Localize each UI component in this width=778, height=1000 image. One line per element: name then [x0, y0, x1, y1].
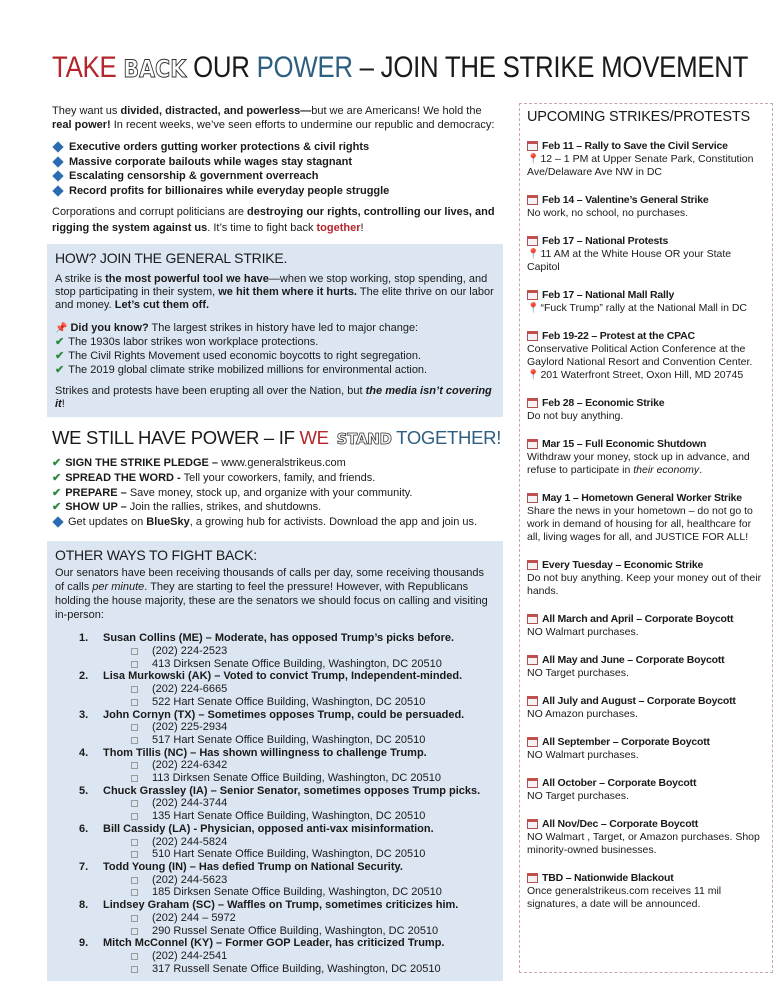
checkbox-icon[interactable] [131, 724, 138, 731]
event-detail [527, 343, 765, 369]
senator-phone-row [127, 797, 495, 810]
event-item [527, 613, 765, 639]
checkbox-icon[interactable] [131, 775, 138, 782]
event-item [527, 438, 765, 477]
checkmark-icon: ✔ [52, 457, 62, 470]
power-action-list [47, 456, 503, 529]
intro-bullet [52, 140, 503, 155]
senator-phone: (202) 224-6342 [152, 759, 228, 772]
event-title-row [527, 613, 765, 626]
senator-address-row [127, 925, 495, 938]
senator-address: 113 Dirksen Senate Office Building, Washington, DC 20510 [152, 772, 442, 785]
power-heading [47, 427, 503, 450]
senator-name: Thom Tillis (NC) – Has shown willingness to challenge Trump. [103, 746, 427, 759]
calendar-icon [527, 737, 538, 747]
text-segment: NO Walmart purchases. [527, 626, 639, 638]
calendar-icon [527, 778, 538, 788]
event-item [527, 818, 765, 857]
senator-item [55, 632, 495, 670]
senator-address-row [127, 658, 495, 671]
checkbox-icon[interactable] [131, 851, 138, 858]
event-title: May 1 – Hometown General Worker Strike [542, 492, 742, 504]
senator-phone-row [127, 721, 495, 734]
power-action-item [52, 456, 503, 471]
event-title: TBD – Nationwide Blackout [542, 872, 674, 884]
text-segment: . They are starting to feel the pressure! However, with Republicans holding the house majority, these are the senators we should focus on calling and visiting in-person: [55, 581, 488, 622]
senator-item [55, 823, 495, 861]
event-item [527, 872, 765, 911]
checkbox-icon[interactable] [131, 800, 138, 807]
other-ways-section [47, 541, 503, 981]
bullet-text: Escalating censorship & government overreach [69, 170, 319, 183]
power-action-text [65, 487, 412, 499]
text-segment: NO Walmart purchases. [527, 749, 639, 761]
power-heading-stand: STAND [336, 430, 392, 449]
location-pin-icon: 📍 [527, 154, 540, 165]
text-segment: Do not buy anything. [527, 410, 624, 422]
power-action-item [52, 486, 503, 501]
senator-name-row [55, 823, 495, 836]
event-detail [527, 451, 765, 477]
senator-phone: (202) 224-6665 [152, 683, 228, 696]
senator-name-row [55, 709, 495, 722]
calendar-icon [527, 398, 538, 408]
senator-address: 317 Russell Senate Office Building, Washington, DC 20510 [152, 962, 441, 975]
text-segment: Our senators have been receiving thousands of calls per day, some receiving thousands of calls [55, 567, 485, 594]
text-segment: destroying our rights, controlling our lives, and rigging the system against us [52, 206, 495, 235]
checkbox-icon[interactable] [131, 889, 138, 896]
text-segment: per minute [92, 581, 145, 594]
calendar-icon [527, 655, 538, 665]
event-title: All March and April – Corporate Boycott [542, 613, 734, 625]
checkmark-icon: ✔ [55, 364, 65, 377]
event-title-row [527, 397, 765, 410]
bullet-text: Executive orders gutting worker protections & civil rights [69, 141, 370, 153]
diamond-icon [52, 156, 63, 167]
text-segment: 201 Waterfront Street, Oxon Hill, MD 20745 [540, 369, 744, 381]
senator-address-row [127, 696, 495, 709]
checkbox-icon[interactable] [131, 699, 138, 706]
senator-number: 4. [79, 746, 89, 759]
senator-name-row [55, 861, 495, 874]
event-title-row [527, 492, 765, 505]
senator-item [55, 899, 495, 937]
event-item [527, 330, 765, 382]
event-title: Feb 17 – National Protests [542, 235, 669, 247]
left-column [47, 104, 503, 981]
did-you-know-text [70, 322, 418, 334]
text-segment: “Fuck Trump” rally at the National Mall in DC [540, 302, 748, 314]
calendar-icon [527, 873, 538, 883]
senator-address-row [127, 886, 495, 899]
fact-item [55, 363, 495, 377]
power-action-item [52, 471, 503, 486]
senator-address-row [127, 734, 495, 747]
checkbox-icon[interactable] [131, 966, 138, 973]
text-segment: 11 AM at the White House OR your State Capitol [527, 248, 732, 273]
senator-item [55, 747, 495, 785]
calendar-icon [527, 614, 538, 624]
senator-name-row [55, 899, 495, 912]
senator-name-row [55, 747, 495, 760]
diamond-icon [52, 142, 63, 153]
checkbox-icon[interactable] [131, 648, 138, 655]
text-segment: Save money, stock up, and organize with your community. [126, 486, 413, 499]
event-item [527, 235, 765, 274]
checkmark-icon: ✔ [55, 336, 65, 349]
facts-list [55, 335, 495, 377]
calendar-icon [527, 236, 538, 246]
senator-phone: (202) 244-2541 [152, 949, 228, 962]
senator-number: 2. [79, 670, 89, 683]
text-segment: , a growing hub for activists. Download the app and join us. [189, 515, 478, 528]
senator-name-row [55, 785, 495, 798]
upcoming-events-panel [519, 103, 773, 973]
title-our: OUR [186, 51, 257, 84]
text-segment: SHOW UP – [65, 501, 127, 514]
event-title: All May and June – Corporate Boycott [542, 654, 725, 666]
checkbox-icon[interactable] [131, 839, 138, 846]
senator-address: 185 Dirksen Senate Office Building, Washington, DC 20510 [152, 886, 442, 899]
title-power: POWER [256, 51, 353, 84]
location-pin-icon: 📍 [527, 370, 540, 381]
event-item [527, 654, 765, 680]
senator-name-row [55, 937, 495, 950]
other-heading: OTHER WAYS TO FIGHT BACK: [55, 547, 257, 564]
page-title [52, 50, 748, 87]
senator-phone: (202) 244-5824 [152, 835, 228, 848]
location-pin-icon: 📍 [527, 249, 540, 260]
checkbox-icon[interactable] [131, 928, 138, 935]
power-action-text [65, 472, 375, 484]
power-action-text [65, 501, 321, 513]
text-segment: Strikes and protests have been erupting all over the Nation, but [55, 385, 366, 398]
event-detail [527, 153, 765, 179]
intro-bullets [52, 140, 503, 198]
text-segment: SIGN THE STRIKE PLEDGE – [65, 457, 219, 470]
event-title: Mar 15 – Full Economic Shutdown [542, 438, 707, 450]
fact-item [55, 335, 495, 349]
text-segment: Do not buy anything. Keep your money out of their hands. [527, 572, 762, 597]
event-detail [527, 248, 765, 274]
senator-phone: (202) 244-3744 [152, 797, 228, 810]
event-title-row [527, 818, 765, 831]
senator-name: Chuck Grassley (IA) – Senior Senator, sometimes opposes Trump picks. [103, 784, 481, 797]
senator-phone: (202) 225-2934 [152, 721, 228, 734]
senator-name: John Cornyn (TX) – Sometimes opposes Trump, could be persuaded. [103, 708, 465, 721]
checkbox-icon[interactable] [131, 661, 138, 668]
how-paragraph [55, 273, 495, 312]
senator-phone-row [127, 950, 495, 963]
event-title: All September – Corporate Boycott [542, 736, 710, 748]
text-segment: Once generalstrikeus.com receives 11 mil signatures, a date will be announced. [527, 885, 722, 910]
senator-phone-row [127, 912, 495, 925]
senator-name: Mitch McConnel (KY) – Former GOP Leader, has criticized Trump. [103, 937, 445, 950]
senator-list [55, 632, 495, 975]
senator-address: 413 Dirksen Senate Office Building, Washington, DC 20510 [152, 657, 442, 670]
event-item [527, 736, 765, 762]
event-title-row [527, 736, 765, 749]
event-detail [527, 831, 765, 857]
event-title-row [527, 654, 765, 667]
media-paragraph [55, 385, 495, 411]
text-segment: PREPARE – [65, 486, 127, 499]
event-title: Feb 19-22 – Protest at the CPAC [542, 330, 695, 342]
senator-number: 7. [79, 861, 89, 873]
senator-name-row [55, 670, 495, 683]
event-item [527, 397, 765, 423]
diamond-icon [52, 516, 63, 527]
event-title-row [527, 140, 765, 153]
diamond-icon [52, 185, 63, 196]
checkmark-icon: ✔ [52, 486, 62, 499]
senator-phone: (202) 244-5623 [152, 873, 228, 886]
event-title-row [527, 872, 765, 885]
checkmark-icon: ✔ [52, 471, 62, 484]
bullet-text: Massive corporate bailouts while wages stay stagnant [69, 155, 353, 168]
senator-address-row [127, 810, 495, 823]
event-title-row [527, 438, 765, 451]
event-title: Feb 17 – National Mall Rally [542, 289, 675, 301]
senator-phone-row [127, 836, 495, 849]
event-item [527, 695, 765, 721]
senator-address: 522 Hart Senate Office Building, Washington, DC 20510 [152, 695, 426, 708]
text-segment: Share the news in your hometown – do not go to work in demand of housing for all, healthcare for all, living wages for all, and JUSTICE FOR ALL! [527, 505, 753, 543]
intro-bullet [52, 184, 503, 199]
event-title: All October – Corporate Boycott [542, 777, 697, 789]
intro-paragraph [52, 104, 503, 132]
senator-name: Susan Collins (ME) – Moderate, has opposed Trump’s picks before. [103, 632, 455, 645]
senator-item [55, 709, 495, 747]
event-detail [527, 667, 765, 680]
did-you-know [55, 321, 495, 335]
senator-name: Todd Young (IN) – Has defied Trump on National Security. [103, 861, 403, 873]
text-segment: NO Target purchases. [527, 667, 629, 679]
text-segment: Conservative Political Action Conference at the Gaylord National Resort and Convention Center. [527, 343, 753, 368]
text-segment: Tell your coworkers, family, and friends. [180, 471, 376, 484]
calendar-icon [527, 141, 538, 151]
text-segment: divided, distracted, and powerless— [120, 105, 312, 117]
senator-address: 510 Hart Senate Office Building, Washington, DC 20510 [152, 848, 426, 861]
calendar-icon [527, 290, 538, 300]
senator-address-row [127, 963, 495, 976]
senator-address-row [127, 772, 495, 785]
event-detail [527, 572, 765, 598]
senator-name: Lisa Murkowski (AK) – Voted to convict Trump, Independent-minded. [103, 670, 463, 683]
event-title: All Nov/Dec – Corporate Boycott [542, 818, 698, 830]
text-segment: Withdraw your money, stock up in advance, and refuse to participate in [527, 451, 750, 476]
text-segment: A strike is [55, 273, 106, 286]
event-title: All July and August – Corporate Boycott [542, 695, 736, 707]
text-segment: the most powerful tool we have [105, 273, 269, 286]
calendar-icon [527, 195, 538, 205]
calendar-icon [527, 560, 538, 570]
text-segment: . [699, 464, 703, 476]
bluesky-text [68, 515, 477, 530]
pushpin-icon: 📌 [55, 323, 68, 335]
fact-text: The 1930s labor strikes won workplace protections. [68, 336, 319, 349]
event-detail [527, 749, 765, 762]
text-segment: The largest strikes in history have led to major change: [148, 322, 419, 335]
text-segment: the media isn’t covering it [55, 385, 492, 411]
other-paragraph [55, 566, 495, 622]
senator-address-row [127, 848, 495, 861]
event-title: Every Tuesday – Economic Strike [542, 559, 704, 571]
senator-name: Lindsey Graham (SC) – Waffles on Trump, sometimes criticizes him. [103, 899, 459, 912]
intro-section [47, 104, 503, 236]
event-detail [527, 369, 765, 382]
text-segment: SPREAD THE WORD - [65, 471, 181, 484]
calendar-icon [527, 493, 538, 503]
event-title-row [527, 330, 765, 343]
checkbox-icon[interactable] [131, 737, 138, 744]
text-segment: real power! [52, 119, 111, 131]
text-segment: their economy [633, 464, 700, 476]
event-title-row [527, 559, 765, 572]
senator-name-row [55, 632, 495, 645]
text-segment: The elite thrive on our labor and money. [55, 286, 494, 312]
text-segment: but we are Americans! We hold the [311, 105, 482, 117]
senator-number: 8. [79, 899, 89, 912]
checkbox-icon[interactable] [131, 762, 138, 769]
checkmark-icon: ✔ [52, 501, 62, 514]
text-segment: In recent weeks, we’ve seen efforts to undermine our republic and democracy: [110, 119, 495, 131]
calendar-icon [527, 696, 538, 706]
event-item [527, 194, 765, 220]
senator-phone-row [127, 759, 495, 772]
calendar-icon [527, 819, 538, 829]
senator-address: 135 Hart Senate Office Building, Washington, DC 20510 [152, 810, 426, 823]
checkbox-icon[interactable] [131, 813, 138, 820]
senator-number: 9. [79, 937, 89, 950]
event-list [527, 140, 765, 911]
intro-bullet [52, 169, 503, 184]
checkbox-icon[interactable] [131, 686, 138, 693]
text-segment: Corporations and corrupt politicians are [52, 206, 248, 219]
text-segment: 12 – 1 PM at Upper Senate Park, Constitution Ave/Delaware Ave NW in DC [527, 153, 754, 178]
event-item [527, 140, 765, 179]
fact-text: The Civil Rights Movement used economic boycotts to right segregation. [68, 350, 421, 363]
event-title-row [527, 695, 765, 708]
checkmark-icon: ✔ [55, 350, 65, 363]
event-detail [527, 410, 765, 423]
power-action-text [65, 457, 346, 469]
event-title-row [527, 777, 765, 790]
senator-number: 3. [79, 708, 89, 721]
text-segment: NO Walmart , Target, or Amazon purchases. Shop minority-owned businesses. [527, 831, 760, 856]
checkbox-icon[interactable] [131, 915, 138, 922]
text-segment: NO Target purchases. [527, 790, 629, 802]
text-segment: Get updates on [68, 515, 147, 528]
diamond-icon [52, 171, 63, 182]
link-text[interactable]: www.generalstrikeus.com [218, 457, 346, 470]
event-title-row [527, 194, 765, 207]
fact-item [55, 349, 495, 363]
power-heading-we: WE [299, 427, 329, 449]
senator-item [55, 785, 495, 823]
text-segment: . It’s time to fight back [207, 222, 317, 235]
text-segment: Let’s cut them off. [114, 299, 210, 312]
event-item [527, 777, 765, 803]
text-segment: Join the rallies, strikes, and shutdowns. [126, 501, 322, 514]
title-back-outlined: BACK [123, 55, 187, 83]
title-rest: – JOIN THE STRIKE MOVEMENT [352, 51, 749, 84]
senator-phone: (202) 224-2523 [152, 645, 228, 658]
event-title: Feb 28 – Economic Strike [542, 397, 665, 409]
event-item [527, 559, 765, 598]
intro-bullet [52, 155, 503, 170]
senator-item [55, 861, 495, 899]
event-title: Feb 14 – Valentine’s General Strike [542, 194, 709, 206]
senator-phone-row [127, 874, 495, 887]
text-segment: BlueSky [146, 515, 190, 528]
event-detail [527, 885, 765, 911]
text-segment: They want us [52, 105, 121, 117]
senator-number: 6. [79, 822, 89, 835]
event-detail [527, 207, 765, 220]
text-segment: Did you know? [70, 322, 149, 335]
event-detail [527, 302, 765, 315]
senator-address: 517 Hart Senate Office Building, Washington, DC 20510 [152, 733, 426, 746]
bluesky-item [52, 515, 503, 530]
senator-number: 5. [79, 784, 89, 797]
senator-item [55, 670, 495, 708]
senator-phone-row [127, 683, 495, 696]
event-detail [527, 708, 765, 721]
event-title: Feb 11 – Rally to Save the Civil Service [542, 140, 728, 152]
text-segment: —when we stop working, stop spending, and stop participating in their system, [55, 273, 488, 299]
senator-address: 290 Russel Senate Office Building, Washington, DC 20510 [152, 924, 439, 937]
event-title-row [527, 235, 765, 248]
event-item [527, 492, 765, 544]
how-section [47, 244, 503, 417]
senator-phone: (202) 244 – 5972 [152, 911, 236, 924]
power-action-item [52, 500, 503, 515]
fact-text: The 2019 global climate strike mobilized millions for environmental action. [68, 364, 428, 377]
event-item [527, 289, 765, 315]
event-title-row [527, 289, 765, 302]
calendar-icon [527, 439, 538, 449]
how-heading: HOW? JOIN THE GENERAL STRIKE. [55, 250, 288, 267]
text-segment: we hit them where it hurts. [218, 286, 357, 299]
events-heading: UPCOMING STRIKES/PROTESTS [527, 109, 750, 125]
event-detail [527, 505, 765, 544]
event-detail [527, 790, 765, 803]
text-segment: ! [61, 398, 65, 411]
power-heading-together: TOGETHER! [391, 427, 502, 449]
checkbox-icon[interactable] [131, 877, 138, 884]
event-detail [527, 626, 765, 639]
checkbox-icon[interactable] [131, 953, 138, 960]
corporations-paragraph [52, 204, 503, 236]
location-pin-icon: 📍 [527, 303, 540, 314]
bullet-text: Record profits for billionaires while everyday people struggle [69, 184, 390, 197]
senator-item [55, 937, 495, 975]
senator-phone-row [127, 645, 495, 658]
power-heading-text: WE STILL HAVE POWER – IF [52, 427, 300, 449]
title-take: TAKE [52, 51, 124, 84]
senator-number: 1. [79, 632, 89, 645]
text-segment: NO Amazon purchases. [527, 708, 638, 720]
text-segment: No work, no school, no purchases. [527, 207, 689, 219]
text-segment: together [316, 222, 361, 235]
senator-name: Bill Cassidy (LA) - Physician, opposed anti-vax misinformation. [103, 822, 434, 835]
text-segment: ! [360, 222, 364, 235]
calendar-icon [527, 331, 538, 341]
